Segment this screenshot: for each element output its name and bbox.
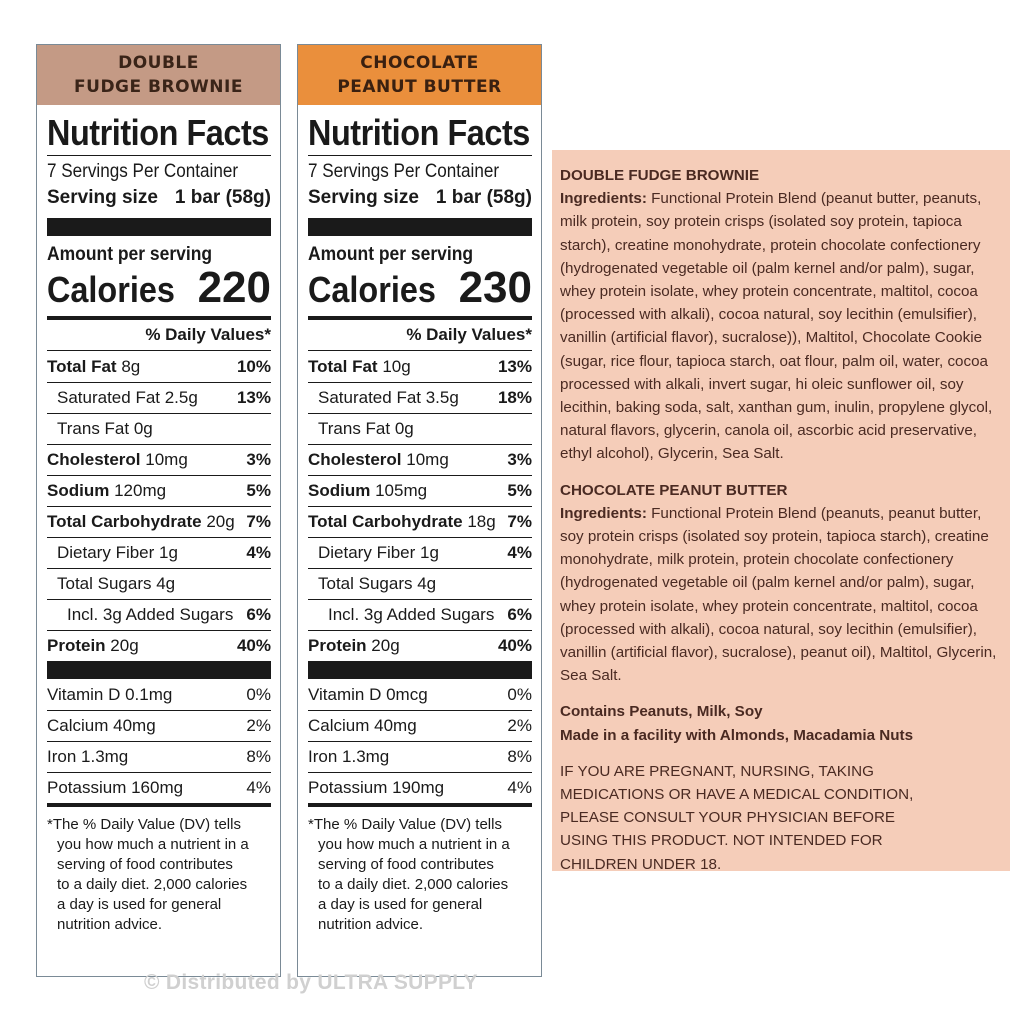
allergen-contains: Contains Peanuts, Milk, Soy (560, 703, 763, 721)
nutrient-row-saturated-fat: Saturated Fat 2.5g 13% (47, 382, 271, 413)
nutrient-row-potassium: Potassium 190mg 4% (308, 772, 532, 803)
nutrient-row-vitamin-d: Vitamin D 0mcg 0% (308, 684, 532, 704)
nutrition-label (298, 111, 541, 935)
calories-label: Calories (47, 269, 175, 310)
ingredients-flavor-title-peanut-butter: CHOCOLATE PEANUT BUTTER (560, 481, 788, 499)
calories-value: 220 (197, 263, 271, 312)
serving-size-label: Serving size (47, 187, 158, 208)
warning-text: IF YOU ARE PREGNANT, NURSING, TAKING MEDICATIONS OR HAVE A MEDICAL CONDITION, PLEASE CONSULT YOUR PHYSICIAN BEFORE USING THIS PRODUCT. NOT INTENDED FOR CHILDREN UNDER 18. (560, 762, 914, 873)
daily-value-footnote: *The % Daily Value (DV) tells you how much a nutrient in a serving of food contributes to a daily diet. 2,000 calories a day is used for general nutrition advice. (308, 816, 510, 933)
calories-label: Calories (308, 269, 436, 310)
nutrient-row-cholesterol: Cholesterol 10mg 3% (47, 444, 271, 475)
nutrition-facts-title: Nutrition Facts (308, 112, 530, 153)
calories-row (308, 263, 532, 312)
nutrient-row-calcium: Calcium 40mg 2% (308, 710, 532, 741)
nutrition-label (37, 111, 280, 935)
nutrient-row-total-sugars: Total Sugars 4g (47, 568, 271, 599)
calories-value: 230 (458, 263, 532, 312)
nutrient-row-dietary-fiber: Dietary Fiber 1g 4% (308, 537, 532, 568)
nutrient-row-trans-fat: Trans Fat 0g (47, 413, 271, 444)
ingredients-flavor-title-brownie: DOUBLE FUDGE BROWNIE (560, 167, 760, 184)
nutrient-row-potassium: Potassium 160mg 4% (47, 772, 271, 803)
flavor-header: CHOCOLATE PEANUT BUTTER (298, 45, 541, 105)
nutrient-row-iron: Iron 1.3mg 8% (308, 741, 532, 772)
ingredients-panel (552, 150, 1010, 871)
nutrient-row-cholesterol: Cholesterol 10mg 3% (308, 444, 532, 475)
ingredients-text-brownie: Ingredients: Functional Protein Blend (peanut butter, peanuts, milk protein, soy protein crisps (isolated soy protein, tapioca starch), creatine monohydrate, protein chocolate confectionery (hydrogenated vegetable oil (palm kernel and/or palm), sugar, whey protein isolate, whey protein concentrate, maltitol, cocoa (processed with alkali), cocoa natural, soy lecithin (emulsifier), vanillin (artificial flavor), sucralose)), Maltitol, Chocolate Cookie (sugar, rice flour, tapioca starch, oat flour, palm oil, water, cocoa processed with alkali, invert sugar, hi oleic sunflower oil, soy lecithin, baking soda, salt, xanthan gum, inulin, propylene glycol, natural flavors, glycerin, canola oil, ascorbic acid preservative, ethyl alcohol), Glycerin, Sea Salt. (560, 190, 993, 463)
nutrient-row-sodium: Sodium 105mg 5% (308, 475, 532, 506)
serving-size-label: Serving size (308, 187, 419, 208)
nutrient-row-total-carbohydrate: Total Carbohydrate 20g 7% (47, 506, 271, 537)
servings-per-container: 7 Servings Per Container (308, 161, 500, 182)
serving-size (308, 184, 532, 212)
serving-size-value: 1 bar (58g) (435, 187, 532, 208)
daily-values-header: % Daily Values* (145, 325, 271, 344)
nutrient-row-iron: Iron 1.3mg 8% (47, 741, 271, 772)
watermark: © Distributed by ULTRA SUPPLY (144, 971, 478, 994)
allergen-facility: Made in a facility with Almonds, Macadamia Nuts (560, 726, 914, 744)
nutrient-row-sodium: Sodium 120mg 5% (47, 475, 271, 506)
nutrient-row-vitamin-d: Vitamin D 0.1mg 0% (47, 684, 271, 704)
daily-values-header: % Daily Values* (406, 325, 532, 344)
ingredients-text-peanut-butter: Ingredients: Functional Protein Blend (peanuts, peanut butter, soy protein crisps (isolated soy protein, tapioca starch), creatine monohydrate, milk protein, protein chocolate confectionery (hydrogenated vegetable oil (palm kernel and/or palm), sugar, whey protein isolate, whey protein concentrate, maltitol, cocoa (processed with alkali), cocoa natural, soy lecithin (emulsifier), vanillin (artificial flavor), sucralose), peanut oil), Maltitol, Glycerin, Sea Salt. (560, 504, 997, 685)
nutrient-row-total-fat: Total Fat 10g 13% (308, 356, 532, 376)
nutrient-row-protein: Protein 20g 40% (47, 630, 271, 661)
calories-row (47, 263, 271, 312)
nutrition-panel-double-fudge-brownie (36, 44, 281, 977)
nutrient-row-total-fat: Total Fat 8g 10% (47, 356, 271, 376)
nutrient-row-saturated-fat: Saturated Fat 3.5g 18% (308, 382, 532, 413)
amount-per-serving: Amount per serving (47, 244, 213, 265)
nutrition-panel-chocolate-peanut-butter (297, 44, 542, 977)
nutrient-row-added-sugars: Incl. 3g Added Sugars 6% (47, 599, 271, 630)
nutrient-row-total-carbohydrate: Total Carbohydrate 18g 7% (308, 506, 532, 537)
serving-size (47, 184, 271, 212)
nutrient-row-trans-fat: Trans Fat 0g (308, 413, 532, 444)
nutrient-row-total-sugars: Total Sugars 4g (308, 568, 532, 599)
nutrient-row-protein: Protein 20g 40% (308, 630, 532, 661)
amount-per-serving: Amount per serving (308, 244, 474, 265)
nutrient-row-dietary-fiber: Dietary Fiber 1g 4% (47, 537, 271, 568)
daily-value-footnote: *The % Daily Value (DV) tells you how much a nutrient in a serving of food contributes to a daily diet. 2,000 calories a day is used for general nutrition advice. (47, 816, 249, 933)
nutrition-facts-title: Nutrition Facts (47, 112, 269, 153)
nutrient-row-added-sugars: Incl. 3g Added Sugars 6% (308, 599, 532, 630)
servings-per-container: 7 Servings Per Container (47, 161, 239, 182)
flavor-header: DOUBLE FUDGE BROWNIE (37, 45, 280, 105)
nutrient-row-calcium: Calcium 40mg 2% (47, 710, 271, 741)
serving-size-value: 1 bar (58g) (174, 187, 271, 208)
